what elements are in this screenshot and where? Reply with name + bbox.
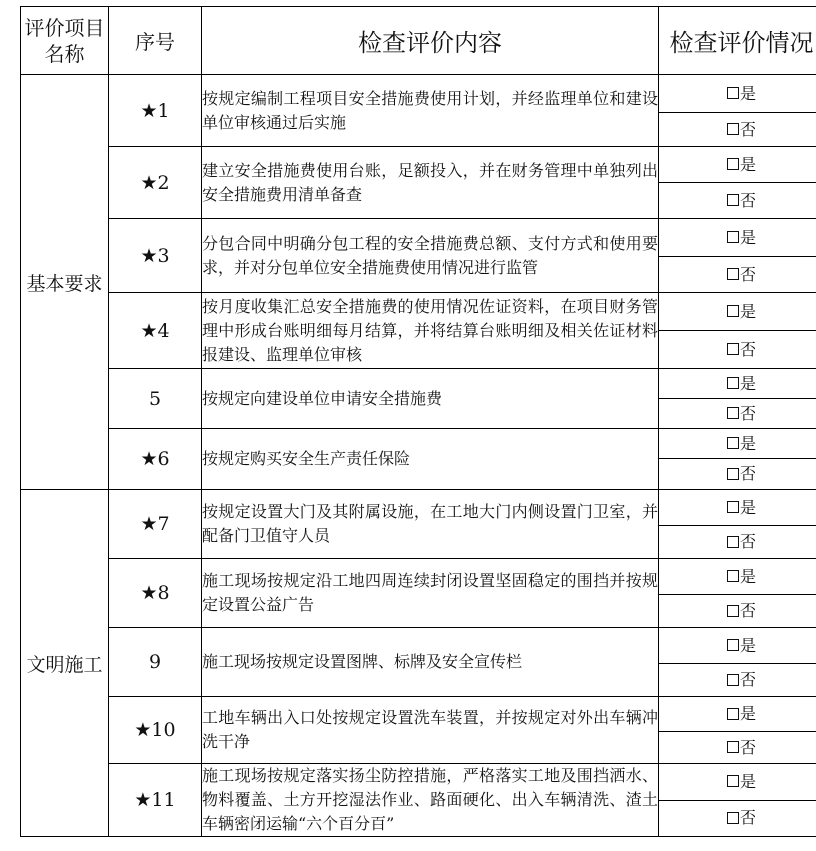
option-no[interactable]: [659, 595, 816, 628]
item-number: ★11: [109, 764, 202, 837]
option-no-label: 否: [739, 532, 756, 551]
checkbox-icon[interactable]: [727, 468, 739, 480]
header-number: 序号: [109, 7, 202, 75]
item-content: 按规定购买安全生产责任保险: [202, 429, 659, 490]
checkbox-icon[interactable]: [727, 741, 739, 753]
option-no-label: 否: [739, 339, 756, 359]
table-row: [21, 490, 816, 526]
checkbox-icon[interactable]: [727, 268, 739, 280]
checkbox-icon[interactable]: [727, 775, 739, 787]
checkbox-icon[interactable]: [727, 343, 739, 355]
checkbox-icon[interactable]: [727, 536, 739, 548]
checkbox-icon[interactable]: [727, 377, 739, 389]
table-row: [21, 764, 816, 801]
option-yes[interactable]: [659, 559, 816, 595]
option-yes[interactable]: [659, 697, 816, 732]
checkbox-icon[interactable]: [727, 501, 739, 513]
checkbox-icon[interactable]: [727, 231, 739, 243]
header-category-line1: 评价项目: [24, 15, 105, 40]
option-no-label: 否: [739, 119, 756, 139]
checkbox-icon[interactable]: [727, 605, 739, 617]
item-content: 施工现场按规定落实扬尘防控措施，严格落实工地及围挡洒水、物料覆盖、土方开挖湿法作业、路面硬化、出入车辆清洗、渣土车辆密闭运输“六个百分百”: [202, 764, 659, 837]
option-no-label: 否: [739, 190, 756, 210]
option-no[interactable]: [659, 664, 816, 697]
option-no-label: 否: [739, 737, 756, 757]
option-no[interactable]: [659, 331, 816, 369]
option-yes-label: 是: [739, 704, 756, 723]
option-no[interactable]: [659, 459, 816, 490]
header-row: [21, 7, 816, 75]
option-yes[interactable]: [659, 764, 816, 801]
item-number: ★1: [109, 75, 202, 147]
item-number: ★7: [109, 490, 202, 559]
option-yes-label: 是: [739, 154, 756, 174]
header-category: [21, 7, 109, 75]
option-yes[interactable]: [659, 75, 816, 113]
table-row: [21, 293, 816, 331]
table-row: [21, 429, 816, 459]
table-row: [21, 219, 816, 257]
option-yes-label: 是: [739, 373, 756, 393]
option-yes[interactable]: [659, 293, 816, 331]
option-no-label: 否: [739, 670, 756, 689]
option-no-label: 否: [739, 601, 756, 620]
option-no-label: 否: [739, 403, 756, 423]
option-yes[interactable]: [659, 147, 816, 183]
checkbox-icon[interactable]: [727, 437, 739, 449]
item-number: ★3: [109, 219, 202, 293]
option-yes-label: 是: [739, 566, 756, 586]
category-cell: 文明施工: [21, 490, 109, 837]
item-content: 施工现场按规定设置图牌、标牌及安全宣传栏: [202, 628, 659, 697]
item-content: 按月度收集汇总安全措施费的使用情况佐证资料，在项目财务管理中形成台账明细每月结算，并将结算台账明细及相关佐证材料报建设、监理单位审核: [202, 293, 659, 369]
item-content: 工地车辆出入口处按规定设置洗车装置，并按规定对外出车辆冲洗干净: [202, 697, 659, 764]
item-number: ★6: [109, 429, 202, 490]
checkbox-icon[interactable]: [727, 639, 739, 651]
item-number: ★4: [109, 293, 202, 369]
item-content: 施工现场按规定沿工地四周连续封闭设置坚固稳定的围挡并按规定设置公益广告: [202, 559, 659, 628]
header-category-line2: 名称: [44, 41, 85, 66]
item-content: 按规定向建设单位申请安全措施费: [202, 369, 659, 429]
table-row: [21, 559, 816, 595]
option-yes[interactable]: [659, 628, 816, 664]
checkbox-icon[interactable]: [727, 674, 739, 686]
option-yes-label: 是: [739, 227, 756, 247]
option-yes[interactable]: [659, 369, 816, 399]
option-no[interactable]: [659, 113, 816, 147]
checkbox-icon[interactable]: [727, 305, 739, 317]
item-number: ★10: [109, 697, 202, 764]
table-row: [21, 75, 816, 113]
table-row: [21, 697, 816, 732]
option-yes-label: 是: [739, 301, 756, 321]
option-yes[interactable]: [659, 429, 816, 459]
option-yes-label: 是: [739, 83, 756, 103]
checkbox-icon[interactable]: [727, 708, 739, 720]
checkbox-icon[interactable]: [727, 194, 739, 206]
option-yes-label: 是: [739, 433, 756, 453]
checkbox-icon[interactable]: [727, 158, 739, 170]
item-number: ★2: [109, 147, 202, 219]
option-no-label: 否: [739, 808, 756, 828]
option-no[interactable]: [659, 800, 816, 837]
header-result: 检查评价情况: [659, 7, 816, 75]
checkbox-icon[interactable]: [727, 123, 739, 135]
option-no[interactable]: [659, 399, 816, 429]
header-content: 检查评价内容: [202, 7, 659, 75]
option-yes-label: 是: [739, 635, 756, 655]
option-no[interactable]: [659, 257, 816, 293]
option-yes[interactable]: [659, 219, 816, 257]
item-number: ★8: [109, 559, 202, 628]
table-row: [21, 628, 816, 664]
checkbox-icon[interactable]: [727, 87, 739, 99]
inspection-table: [20, 6, 816, 837]
table-row: [21, 147, 816, 183]
option-yes-label: 是: [739, 771, 756, 791]
item-number: 9: [109, 628, 202, 697]
checkbox-icon[interactable]: [727, 570, 739, 582]
category-cell: 基本要求: [21, 75, 109, 490]
checkbox-icon[interactable]: [727, 407, 739, 419]
table-body: [21, 75, 816, 837]
option-yes-label: 是: [739, 497, 756, 517]
item-content: 按规定编制工程项目安全措施费使用计划，并经监理单位和建设单位审核通过后实施: [202, 75, 659, 147]
item-content: 分包合同中明确分包工程的安全措施费总额、支付方式和使用要求，并对分包单位安全措施费使用情况进行监管: [202, 219, 659, 293]
item-content: 建立安全措施费使用台账，足额投入，并在财务管理中单独列出安全措施费用清单备查: [202, 147, 659, 219]
option-no[interactable]: [659, 183, 816, 219]
option-no[interactable]: [659, 732, 816, 764]
item-number: 5: [109, 369, 202, 429]
checkbox-icon[interactable]: [727, 812, 739, 824]
option-no[interactable]: [659, 526, 816, 559]
table-row: [21, 369, 816, 399]
option-yes[interactable]: [659, 490, 816, 526]
item-content: 按规定设置大门及其附属设施，在工地大门内侧设置门卫室，并配备门卫值守人员: [202, 490, 659, 559]
option-no-label: 否: [739, 464, 756, 483]
option-no-label: 否: [739, 264, 756, 284]
